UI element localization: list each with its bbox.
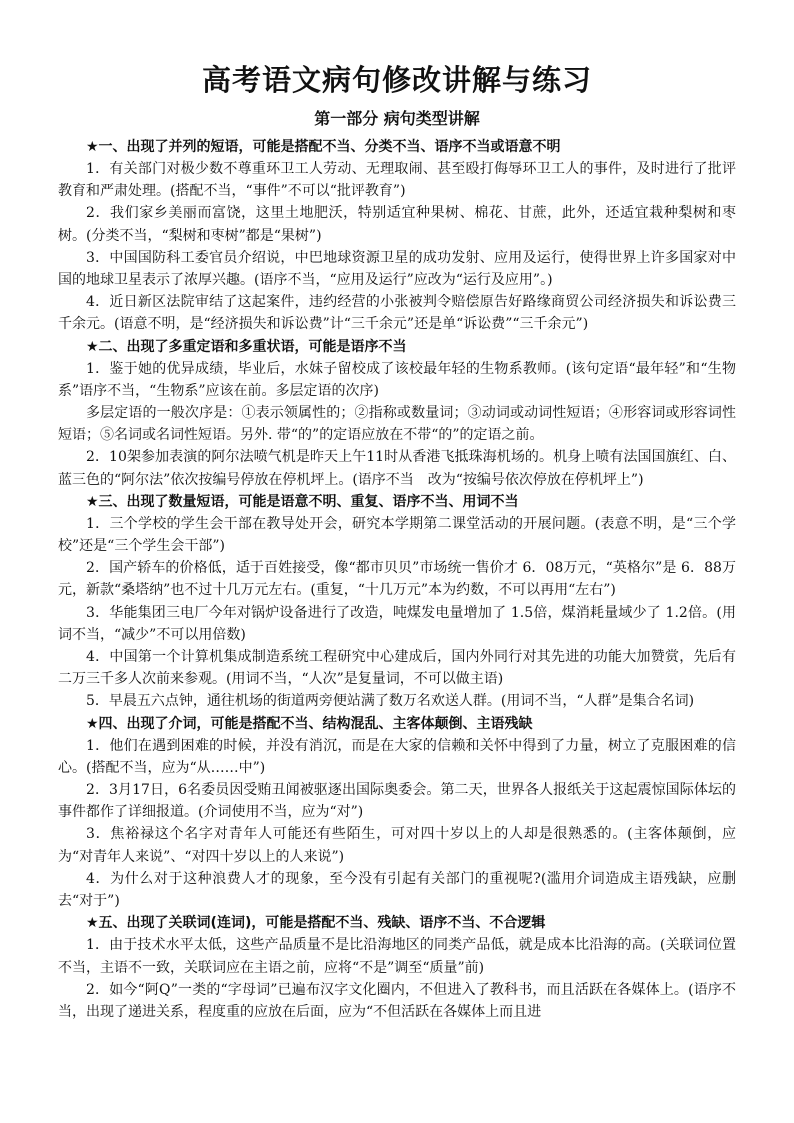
section-heading: ★四、出现了介词，可能是搭配不当、结构混乱、主客体颠倒、主语残缺: [86, 715, 533, 732]
paragraph: 4．近日新区法院审结了这起案件，违约经营的小张被判令赔偿原告好路缘商贸公司经济损失和诉讼费三千余元。(语意不明，是“经济损失和诉讼费”计“三千余元”还是单“诉讼费”“三千余元”): [58, 294, 736, 333]
paragraph: 2．3月17日，6名委员因受贿丑闻被驱逐出国际奥委会。第二天，世界各人报纸关于这起震惊国际体坛的事件都作了详细报道。(介词使用不当，应为“对”): [58, 782, 736, 821]
section-4: [58, 713, 736, 913]
section-heading: ★三、出现了数量短语，可能是语意不明、重复、语序不当、用词不当: [86, 493, 519, 510]
section-heading: ★二、出现了多重定语和多重状语，可能是语序不当: [86, 338, 407, 355]
paragraph: 1．三个学校的学生会干部在教导处开会，研究本学期第二课堂活动的开展问题。(表意不明，是“三个学校”还是“三个学生会干部”): [58, 515, 736, 555]
paragraph: 1．有关部门对极少数不尊重环卫工人劳动、无理取闹、甚至殴打侮辱环卫工人的事件，及时进行了批评教育和严肃处理。(搭配不当，“事件”不可以“批评教育”): [58, 161, 736, 200]
paragraph: 1．他们在遇到困难的时候，并没有消沉，而是在大家的信赖和关怀中得到了力量，树立了克服困难的信心。(搭配不当，应为“从……中”): [58, 737, 736, 776]
paragraph: 3．中国国防科工委官员介绍说，中巴地球资源卫星的成功发射、应用及运行，使得世界上许多国家对中国的地球卫星表示了浓厚兴趣。(语序不当，“应用及运行”应改为“运行及应用”。): [58, 249, 736, 289]
paragraph: 1．由于技术水平太低，这些产品质量不是比沿海地区的同类产品低，就是成本比沿海的高。(关联词位置不当，主语不一致，关联词应在主语之前，应将“不是”调至“质量”前): [58, 937, 736, 976]
document-title: 高考语文病句修改讲解与练习: [201, 63, 592, 97]
paragraph: 1．鉴于她的优异成绩，毕业后，水妹子留校成了该校最年轻的生物系教师。(该句定语“最年轻”和“生物系”语序不当，“生物系”应该在前。多层定语的次序): [58, 360, 736, 399]
paragraph: 2．如今“阿Q”一类的“字母词”已遍布汉字文化圈内，不但进入了教科书，而且活跃在各媒体上。(语序不当，出现了递进关系，程度重的应放在后面，应为“不但活跃在各媒体上而且进: [58, 981, 736, 1020]
section-1: [58, 136, 736, 336]
section-3: [58, 491, 736, 713]
paragraph: 3．焦裕禄这个名字对青年人可能还有些陌生，可对四十岁以上的人却是很熟悉的。(主客体颠倒，应为“对青年人来说”、“对四十岁以上的人来说”): [58, 826, 736, 865]
paragraph: 多层定语的一般次序是：①表示领属性的；②指称或数量词；③动词或动词性短语；④形容词或形容词性短语；⑤名词或名词性短语。另外. 带“的”的定语应放在不带“的”的定语之前。: [58, 405, 736, 444]
section-2: [58, 336, 736, 491]
paragraph: 4．中国第一个计算机集成制造系统工程研究中心建成后，国内外同行对其先进的功能大加赞赏，先后有二万三千多人次前来参观。(用词不当，“人次”是复量词，不可以做主语): [58, 649, 736, 688]
section-heading: ★一、出现了并列的短语，可能是搭配不当、分类不当、语序不当或语意不明: [86, 139, 561, 155]
part-subtitle: 第一部分 病句类型讲解: [314, 109, 480, 128]
paragraph: 2．我们家乡美丽而富饶，这里土地肥沃，特别适宜种果树、棉花、甘蔗，此外，还适宜栽种梨树和枣树。(分类不当，“梨树和枣树”都是“果树”): [58, 205, 736, 244]
section-heading: ★五、出现了关联词(连词)，可能是搭配不当、残缺、语序不当、不合逻辑: [86, 915, 546, 932]
paragraph: 2．10架参加表演的阿尔法喷气机是昨天上午11时从香港飞抵珠海机场的。机身上喷有法国国旗红、白、蓝三色的“阿尔法”依次按编号停放在停机坪上。(语序不当 改为“按编号依次停放在停机坪上”): [58, 449, 736, 488]
paragraph: 4．为什么对于这种浪费人才的现象，至今没有引起有关部门的重视呢?(滥用介词造成主语残缺，应删去“对于”): [58, 870, 736, 910]
section-5: [58, 912, 736, 1023]
paragraph: 5．早晨五六点钟，通往机场的街道两旁便站满了数万名欢送人群。(用词不当，“人群”是集合名词): [86, 693, 695, 710]
paragraph: 3．华能集团三电厂今年对锅炉设备进行了改造，吨煤发电量增加了 1.5倍，煤消耗量域少了 1.2倍。(用词不当，“减少”不可以用倍数): [58, 604, 736, 643]
paragraph: 2．国产轿车的价格低，适于百姓接受，像“都市贝贝”市场统一售价才 6．08万元，“英格尔”是 6．88万元，新款“桑塔纳”也不过十几万元左右。(重复，“十几万元”本为约数，不可以再用“左右”): [58, 560, 736, 599]
